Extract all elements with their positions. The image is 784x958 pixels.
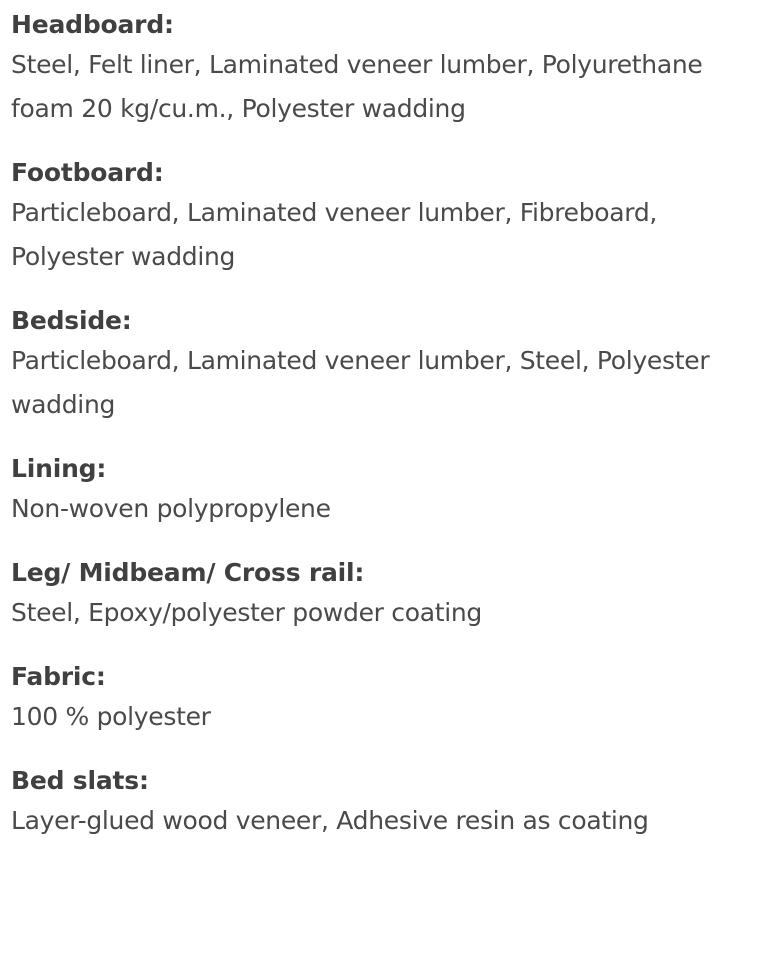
material-section-bedside <box>11 303 771 427</box>
material-section-leg-midbeam-cross-rail <box>11 555 771 635</box>
material-label: Bedside: <box>11 306 132 335</box>
material-label: Headboard: <box>11 10 174 39</box>
material-value: Particleboard, Laminated veneer lumber, Fibreboard, Polyester wadding <box>11 198 658 271</box>
material-value: Non-woven polypropylene <box>11 494 331 523</box>
material-value: Steel, Felt liner, Laminated veneer lumber, Polyurethane foam 20 kg/cu.m., Polyester wadding <box>11 50 703 123</box>
material-label: Leg/ Midbeam/ Cross rail: <box>11 558 365 587</box>
material-label: Lining: <box>11 454 107 483</box>
material-section-bed-slats <box>11 763 771 843</box>
material-label: Footboard: <box>11 158 164 187</box>
material-value: Particleboard, Laminated veneer lumber, Steel, Polyester wadding <box>11 346 710 419</box>
material-section-fabric <box>11 659 771 739</box>
material-section-lining <box>11 451 771 531</box>
material-section-headboard <box>11 7 771 131</box>
material-value: Layer-glued wood veneer, Adhesive resin as coating <box>11 806 649 835</box>
material-label: Fabric: <box>11 662 106 691</box>
material-value: Steel, Epoxy/polyester powder coating <box>11 598 483 627</box>
material-value: 100 % polyester <box>11 702 211 731</box>
material-label: Bed slats: <box>11 766 149 795</box>
material-section-footboard <box>11 155 771 279</box>
